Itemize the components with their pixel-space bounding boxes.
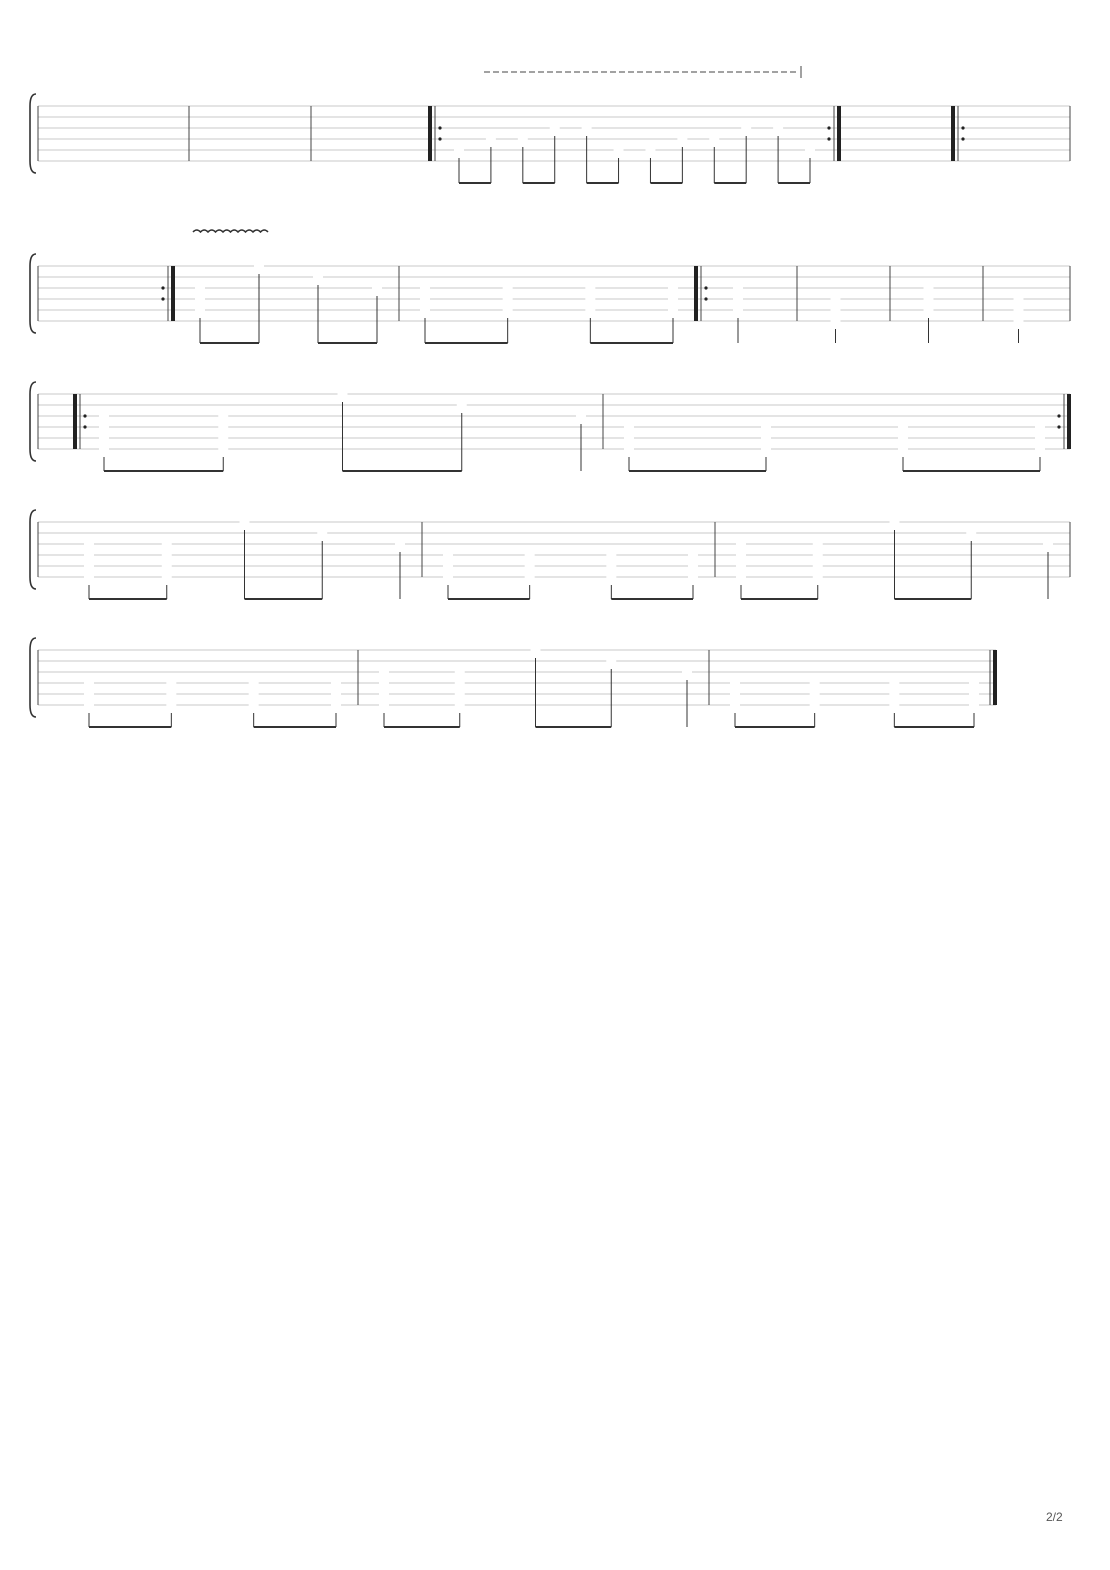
repeat-dot — [827, 126, 830, 129]
fret-background — [99, 443, 109, 455]
fret-background — [195, 304, 205, 316]
fret-background — [455, 666, 465, 678]
vibrato-mark — [193, 230, 268, 232]
fret-background — [455, 677, 465, 689]
fret-background — [668, 304, 678, 316]
fret-background — [645, 144, 655, 156]
repeat-dot — [438, 126, 441, 129]
fret-background — [454, 144, 464, 156]
fret-background — [773, 122, 783, 134]
fret-background — [730, 677, 740, 689]
fret-background — [966, 527, 976, 539]
fret-background — [455, 688, 465, 700]
fret-background — [331, 699, 341, 711]
fret-background — [733, 282, 743, 294]
fret-background — [969, 677, 979, 689]
fret-background — [1035, 421, 1045, 433]
fret-background — [331, 688, 341, 700]
fret-background — [924, 293, 934, 305]
fret-background — [736, 560, 746, 572]
fret-background — [166, 699, 176, 711]
fret-background — [240, 516, 250, 528]
repeat-dot — [161, 297, 164, 300]
fret-background — [1014, 304, 1024, 316]
system-bracket — [30, 94, 36, 173]
fret-background — [338, 388, 348, 400]
fret-background — [518, 133, 528, 145]
repeat-dot — [438, 137, 441, 140]
repeat-dot — [161, 286, 164, 289]
fret-background — [443, 549, 453, 561]
fret-background — [813, 560, 823, 572]
repeat-dot — [83, 425, 86, 428]
fret-background — [805, 144, 815, 156]
fret-background — [420, 304, 430, 316]
repeat-dot — [961, 137, 964, 140]
fret-background — [924, 282, 934, 294]
fret-background — [969, 688, 979, 700]
repeat-dot — [83, 414, 86, 417]
fret-background — [162, 560, 172, 572]
fret-background — [379, 688, 389, 700]
fret-background — [736, 571, 746, 583]
fret-background — [218, 421, 228, 433]
fret-background — [379, 699, 389, 711]
fret-background — [218, 432, 228, 444]
fret-background — [813, 571, 823, 583]
fret-background — [455, 699, 465, 711]
fret-background — [585, 304, 595, 316]
fret-background — [761, 421, 771, 433]
fret-background — [898, 432, 908, 444]
fret-background — [99, 410, 109, 422]
repeat-dot — [704, 297, 707, 300]
fret-background — [614, 144, 624, 156]
fret-background — [606, 655, 616, 667]
fret-background — [525, 571, 535, 583]
fret-background — [585, 282, 595, 294]
fret-background — [682, 666, 692, 678]
fret-background — [99, 432, 109, 444]
system-bracket — [30, 254, 36, 333]
fret-background — [317, 527, 327, 539]
fret-background — [730, 688, 740, 700]
repeat-dot — [1057, 425, 1060, 428]
fret-background — [810, 699, 820, 711]
fret-background — [889, 699, 899, 711]
fret-background — [166, 677, 176, 689]
fret-background — [249, 688, 259, 700]
fret-background — [624, 443, 634, 455]
fret-background — [525, 560, 535, 572]
fret-background — [831, 315, 841, 327]
fret-background — [576, 410, 586, 422]
fret-background — [585, 293, 595, 305]
fret-background — [624, 421, 634, 433]
fret-background — [525, 549, 535, 561]
fret-background — [733, 304, 743, 316]
fret-background — [379, 677, 389, 689]
system-bracket — [30, 382, 36, 461]
fret-background — [195, 293, 205, 305]
fret-background — [486, 133, 496, 145]
fret-background — [313, 271, 323, 283]
fret-background — [249, 677, 259, 689]
system-bracket — [30, 638, 36, 717]
fret-background — [249, 699, 259, 711]
fret-background — [503, 282, 513, 294]
fret-background — [761, 443, 771, 455]
fret-background — [741, 122, 751, 134]
fret-background — [1043, 538, 1053, 550]
fret-background — [624, 432, 634, 444]
fret-background — [813, 538, 823, 550]
fret-background — [688, 560, 698, 572]
fret-background — [831, 293, 841, 305]
fret-background — [898, 421, 908, 433]
fret-background — [84, 677, 94, 689]
fret-background — [372, 282, 382, 294]
fret-background — [166, 688, 176, 700]
fret-background — [457, 399, 467, 411]
repeat-dot — [704, 286, 707, 289]
fret-background — [162, 571, 172, 583]
fret-background — [730, 699, 740, 711]
fret-background — [84, 688, 94, 700]
fret-background — [84, 538, 94, 550]
fret-background — [254, 260, 264, 272]
fret-background — [606, 571, 616, 583]
fret-background — [688, 549, 698, 561]
repeat-dot — [1057, 414, 1060, 417]
fret-background — [443, 571, 453, 583]
fret-background — [379, 666, 389, 678]
fret-background — [733, 293, 743, 305]
fret-background — [218, 443, 228, 455]
fret-background — [606, 560, 616, 572]
fret-background — [736, 538, 746, 550]
fret-background — [331, 677, 341, 689]
fret-background — [736, 549, 746, 561]
fret-background — [1014, 315, 1024, 327]
fret-background — [162, 549, 172, 561]
fret-background — [84, 571, 94, 583]
fret-background — [890, 516, 900, 528]
fret-background — [668, 293, 678, 305]
fret-background — [531, 644, 541, 656]
fret-background — [420, 293, 430, 305]
fret-background — [84, 549, 94, 561]
fret-background — [420, 282, 430, 294]
fret-background — [1014, 293, 1024, 305]
fret-background — [761, 432, 771, 444]
fret-background — [810, 677, 820, 689]
fret-background — [84, 699, 94, 711]
fret-background — [898, 443, 908, 455]
fret-background — [1035, 443, 1045, 455]
fret-background — [889, 688, 899, 700]
fret-background — [503, 293, 513, 305]
fret-background — [688, 571, 698, 583]
fret-background — [668, 282, 678, 294]
page-number: 2/2 — [1046, 1510, 1063, 1524]
fret-background — [677, 133, 687, 145]
fret-background — [813, 549, 823, 561]
fret-background — [1035, 432, 1045, 444]
fret-background — [503, 304, 513, 316]
fret-background — [443, 560, 453, 572]
fret-background — [195, 282, 205, 294]
repeat-dot — [827, 137, 830, 140]
fret-background — [84, 560, 94, 572]
fret-background — [810, 688, 820, 700]
repeat-dot — [961, 126, 964, 129]
fret-background — [395, 538, 405, 550]
fret-background — [218, 410, 228, 422]
fret-background — [606, 549, 616, 561]
fret-background — [709, 133, 719, 145]
fret-background — [969, 699, 979, 711]
fret-background — [550, 122, 560, 134]
system-bracket — [30, 510, 36, 589]
fret-background — [162, 538, 172, 550]
fret-background — [831, 304, 841, 316]
fret-background — [889, 677, 899, 689]
fret-background — [582, 122, 592, 134]
fret-background — [99, 421, 109, 433]
fret-background — [924, 304, 934, 316]
